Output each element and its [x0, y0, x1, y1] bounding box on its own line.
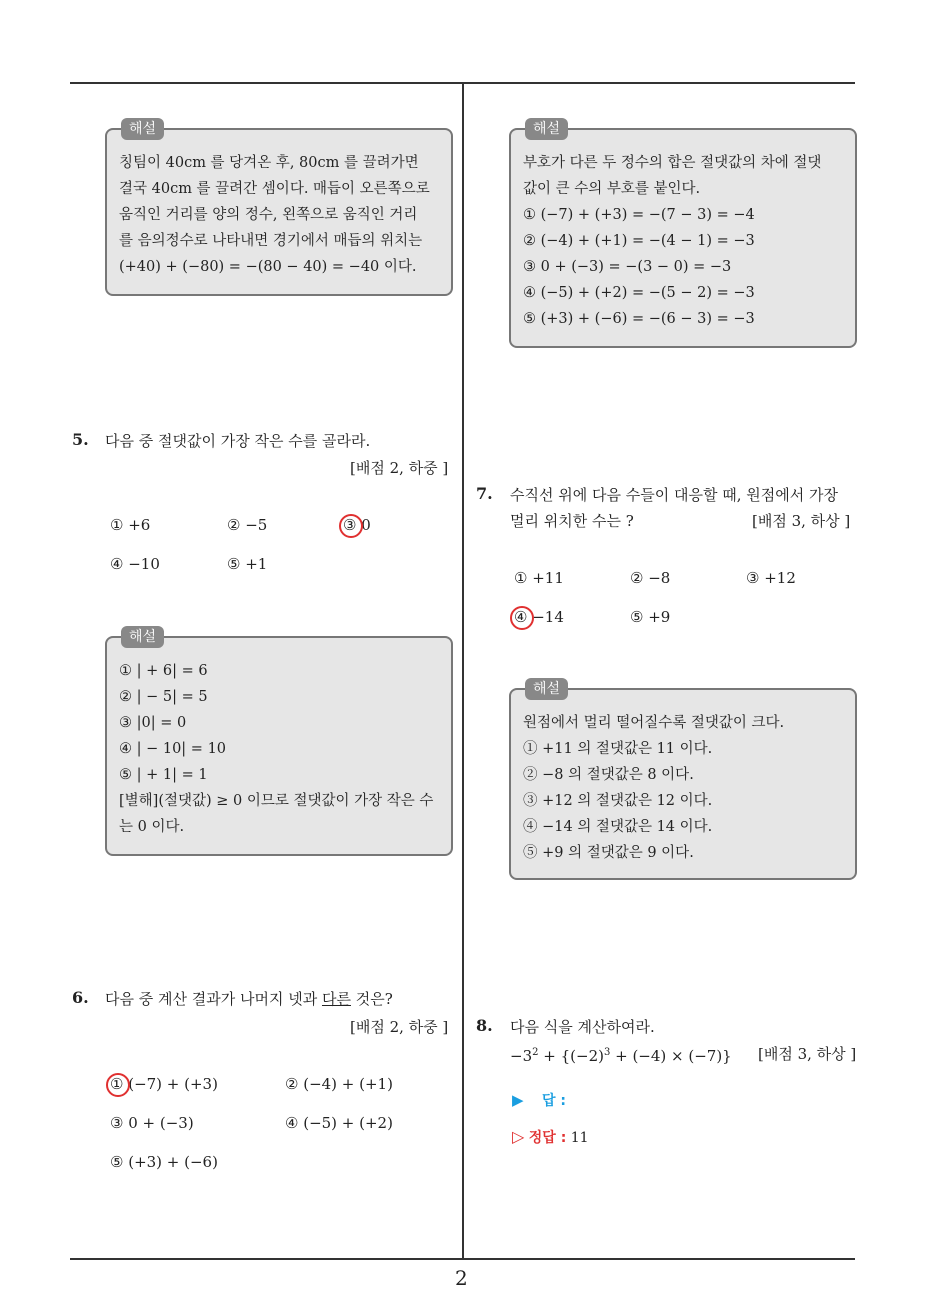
q6-option-2[interactable]: ② (−4) + (+1) [285, 1075, 393, 1093]
explain-box-6 [509, 121, 857, 348]
explain-line: ④ | − 10| = 10 [119, 741, 227, 757]
correct-label: 정답 : [528, 1130, 567, 1146]
explain-line: 원점에서 멀리 떨어질수록 절댓값이 크다. [523, 715, 785, 731]
expr-exponent: 2 [532, 1047, 539, 1058]
q6-text-underline: 다른 [321, 990, 351, 1008]
q7-option-4[interactable]: ④ −14 [514, 608, 564, 626]
question-5-score: [배점 2, 하중 ] [350, 459, 449, 477]
explain-line: 부호가 다른 두 정수의 합은 절댓값의 차에 절댓 [523, 155, 822, 171]
column-divider [462, 84, 464, 1259]
q6-text-before: 다음 중 계산 결과가 나머지 넷과 [105, 990, 322, 1008]
expr-part: −3 [510, 1047, 533, 1065]
q5-option-3[interactable]: ③ 0 [343, 516, 371, 534]
q7-option-2[interactable]: ② −8 [630, 569, 671, 587]
explain-tag: 해설 [525, 118, 568, 140]
explain-tag: 해설 [121, 118, 164, 140]
selected-answer-circle [339, 514, 363, 538]
selected-answer-circle [510, 606, 534, 630]
q7-option-5[interactable]: ⑤ +9 [630, 608, 671, 626]
page-number: 2 [455, 1266, 468, 1290]
explain-line: ① (−7) + (+3) = −(7 − 3) = −4 [523, 207, 755, 223]
explain-line: ① +11 의 절댓값은 11 이다. [523, 741, 713, 757]
explain-box-7 [509, 681, 857, 880]
question-7-score: [배점 3, 하상 ] [752, 512, 851, 530]
explain-line: ① | + 6| = 6 [119, 663, 208, 679]
question-8-expression [510, 1040, 732, 1069]
explain-line: ② (−4) + (+1) = −(4 − 1) = −3 [523, 233, 755, 249]
explain-line: ③ 0 + (−3) = −(3 − 0) = −3 [523, 259, 732, 275]
correct-value: 11 [570, 1130, 589, 1146]
selected-answer-circle [106, 1073, 130, 1097]
play-icon: ▶ [512, 1091, 524, 1109]
explain-line: 는 0 이다. [119, 819, 185, 835]
explain-line: 값이 큰 수의 부호를 붙인다. [523, 181, 701, 197]
explain-tag: 해설 [121, 626, 164, 648]
expr-exponent: 3 [603, 1047, 611, 1058]
explain-line: ⑤ | + 1| = 1 [119, 767, 208, 783]
q6-option-4[interactable]: ④ (−5) + (+2) [285, 1114, 393, 1132]
question-6-score: [배점 2, 하중 ] [350, 1018, 449, 1036]
q5-option-4[interactable]: ④ −10 [110, 555, 160, 573]
question-7-text-1: 수직선 위에 다음 수들이 대응할 때, 원점에서 가장 [510, 486, 838, 504]
q7-option-3[interactable]: ③ +12 [746, 569, 796, 587]
question-6-number: 6. [72, 988, 89, 1007]
explain-line: ④ −14 의 절댓값은 14 이다. [523, 819, 713, 835]
explain-line: (+40) + (−80) = −(80 − 40) = −40 이다. [119, 259, 417, 275]
q5-option-5[interactable]: ⑤ +1 [227, 555, 268, 573]
explain-line: [별해](절댓값) ≥ 0 이므로 절댓값이 가장 작은 수 [119, 793, 434, 809]
q6-option-5[interactable]: ⑤ (+3) + (−6) [110, 1153, 218, 1171]
question-5-text: 다음 중 절댓값이 가장 작은 수를 골라라. [105, 432, 371, 450]
explain-box-4 [105, 121, 453, 296]
explain-line: 결국 40cm 를 끌려간 셈이다. 매듭이 오른쪽으로 [119, 181, 430, 197]
question-8-number: 8. [476, 1016, 493, 1035]
explain-line: ② | − 5| = 5 [119, 689, 208, 705]
question-8-score: [배점 3, 하상 ] [758, 1045, 857, 1063]
question-8-text: 다음 식을 계산하여라. [510, 1018, 655, 1036]
expr-part: + {(−2) [538, 1047, 604, 1065]
q6-option-3[interactable]: ③ 0 + (−3) [110, 1114, 194, 1132]
explain-tag: 해설 [525, 678, 568, 700]
expr-part: + (−4) × (−7)} [610, 1047, 732, 1065]
explain-box-5 [105, 629, 453, 856]
question-5-number: 5. [72, 430, 89, 449]
q5-option-1[interactable]: ① +6 [110, 516, 151, 534]
explain-line: ⑤ +9 의 절댓값은 9 이다. [523, 845, 694, 861]
explain-line: 움직인 거리를 양의 정수, 왼쪽으로 움직인 거리 [119, 207, 418, 223]
explain-line: 칭팀이 40cm 를 당겨온 후, 80cm 를 끌려가면 [119, 155, 419, 171]
question-7-number: 7. [476, 484, 493, 503]
q6-option-1[interactable]: ① (−7) + (+3) [110, 1075, 218, 1093]
q7-option-1[interactable]: ① +11 [514, 569, 564, 587]
explain-line: ③ +12 의 절댓값은 12 이다. [523, 793, 713, 809]
question-6-text [105, 986, 393, 1012]
answer-line [512, 1090, 566, 1110]
question-7-text-2: 멀리 위치한 수는 ? [510, 512, 634, 530]
bottom-rule [70, 1258, 855, 1260]
explain-line: ⑤ (+3) + (−6) = −(6 − 3) = −3 [523, 311, 755, 327]
explain-line: 를 음의정수로 나타내면 경기에서 매듭의 위치는 [119, 233, 423, 249]
explain-line: ③ |0| = 0 [119, 715, 187, 731]
q6-text-after: 것은? [350, 990, 393, 1008]
answer-label: 답 : [542, 1093, 566, 1109]
explain-line: ④ (−5) + (+2) = −(5 − 2) = −3 [523, 285, 755, 301]
play-outline-icon: ▷ [512, 1127, 525, 1146]
explain-line: ② −8 의 절댓값은 8 이다. [523, 767, 694, 783]
correct-answer-line [512, 1127, 589, 1147]
q5-option-2[interactable]: ② −5 [227, 516, 268, 534]
